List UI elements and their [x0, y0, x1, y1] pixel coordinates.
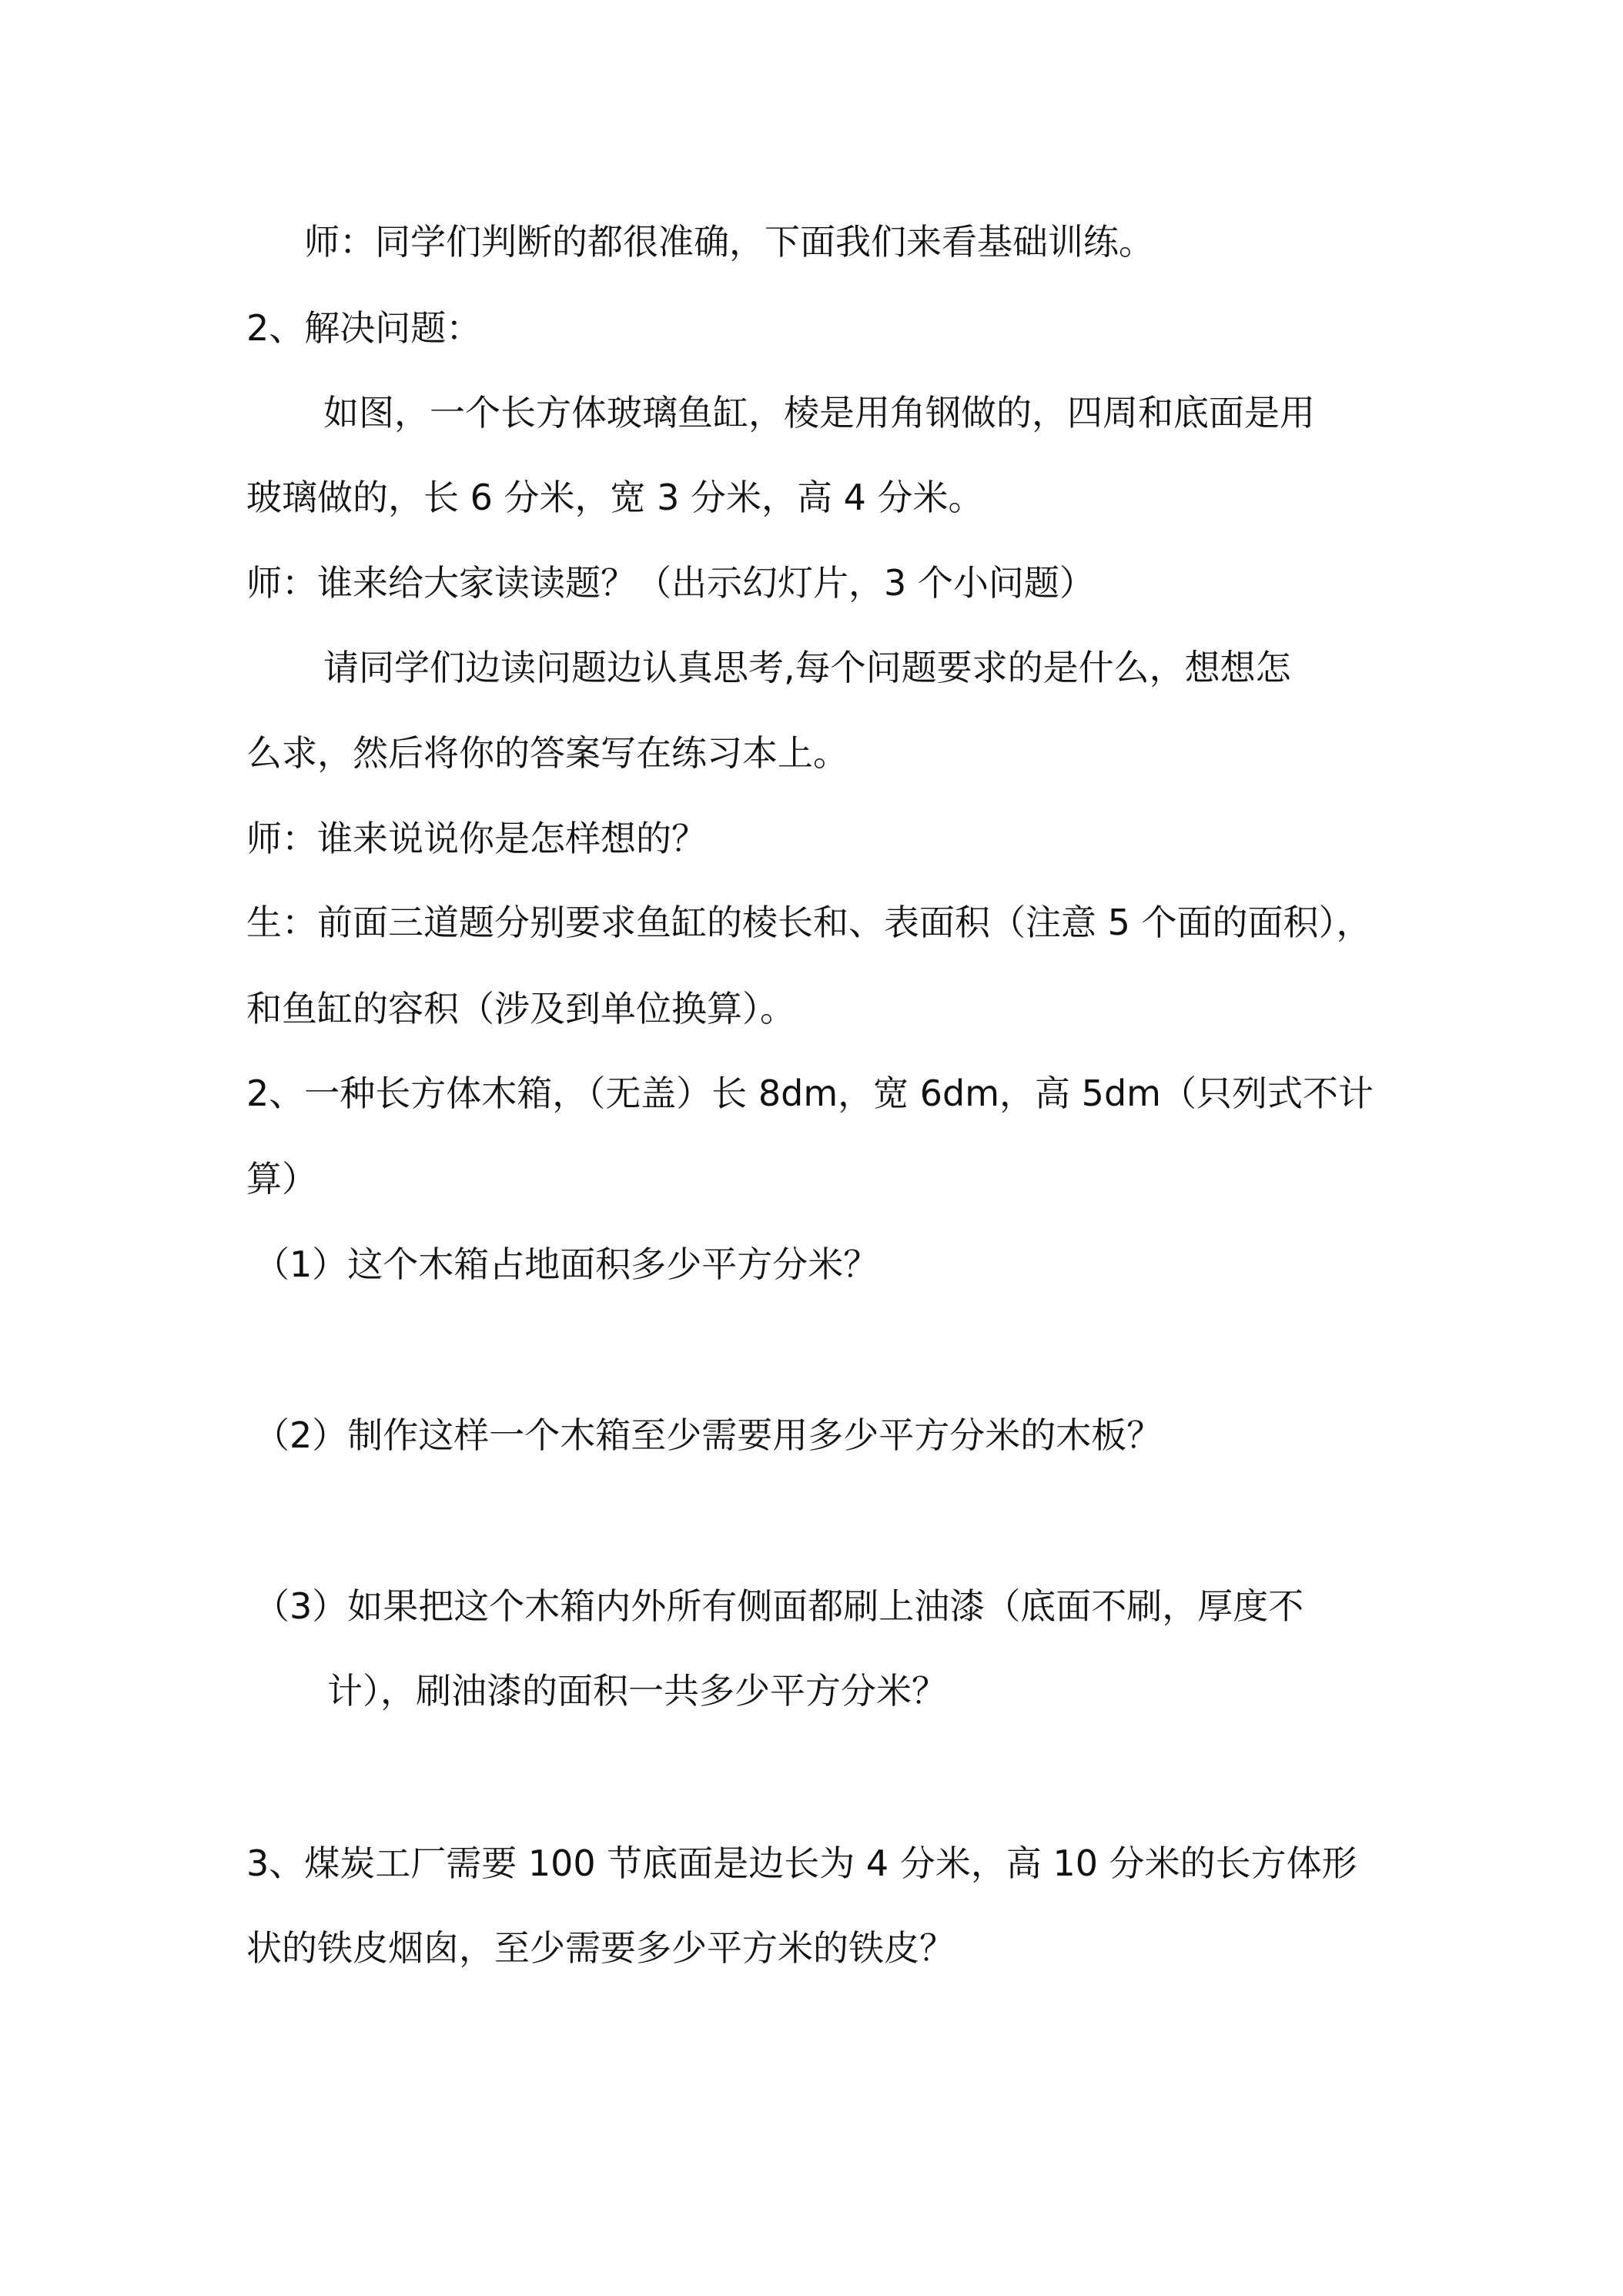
problem-chimney-line-2: 状的铁皮烟囱，至少需要多少平方米的铁皮？	[246, 1927, 955, 1969]
sub-question-1: （1）这个木箱占地面积多少平方分米？	[254, 1243, 879, 1285]
teacher-line-3: 师：谁来说说你是怎样想的？	[246, 818, 707, 859]
problem-chimney-line-1: 3、煤炭工厂需要 100 节底面是边长为 4 分米，高 10 分米的长方体形	[246, 1842, 1357, 1884]
sub-question-2: （2）制作这样一个木箱至少需要用多少平方分米的木板？	[254, 1414, 1163, 1456]
problem-fish-tank-line-1: 如图，一个长方体玻璃鱼缸，棱是用角钢做的，四周和底面是用	[323, 392, 1315, 433]
section-heading-solve-problems: 2、解决问题：	[246, 307, 482, 349]
teacher-line-2: 师：谁来给大家读读题？（出示幻灯片，3 个小问题）	[246, 562, 1095, 604]
teacher-line-1: 师：同学们判断的都很准确，下面我们来看基础训练。	[304, 221, 1154, 263]
student-answer-line-1: 生：前面三道题分别要求鱼缸的棱长和、表面积（注意 5 个面的面积），	[246, 902, 1372, 943]
student-answer-line-2: 和鱼缸的容积（涉及到单位换算）。	[246, 988, 795, 1029]
sub-question-3-line-2: 计），刷油漆的面积一共多少平方分米？	[327, 1670, 947, 1712]
problem-fish-tank-line-2: 玻璃做的，长 6 分米，宽 3 分米，高 4 分米。	[246, 477, 984, 518]
sub-question-3-line-1: （3）如果把这个木箱内外所有侧面都刷上油漆（底面不刷，厚度不	[254, 1585, 1304, 1627]
problem-wooden-box-line-2: 算）	[246, 1158, 317, 1200]
teacher-instruction-line-1: 请同学们边读问题边认真思考,每个问题要求的是什么，想想怎	[323, 647, 1291, 688]
problem-wooden-box-line-1: 2、一种长方体木箱，（无盖）长 8dm，宽 6dm，高 5dm（只列式不计	[246, 1073, 1374, 1114]
teacher-instruction-line-2: 么求，然后将你的答案写在练习本上。	[246, 732, 848, 774]
